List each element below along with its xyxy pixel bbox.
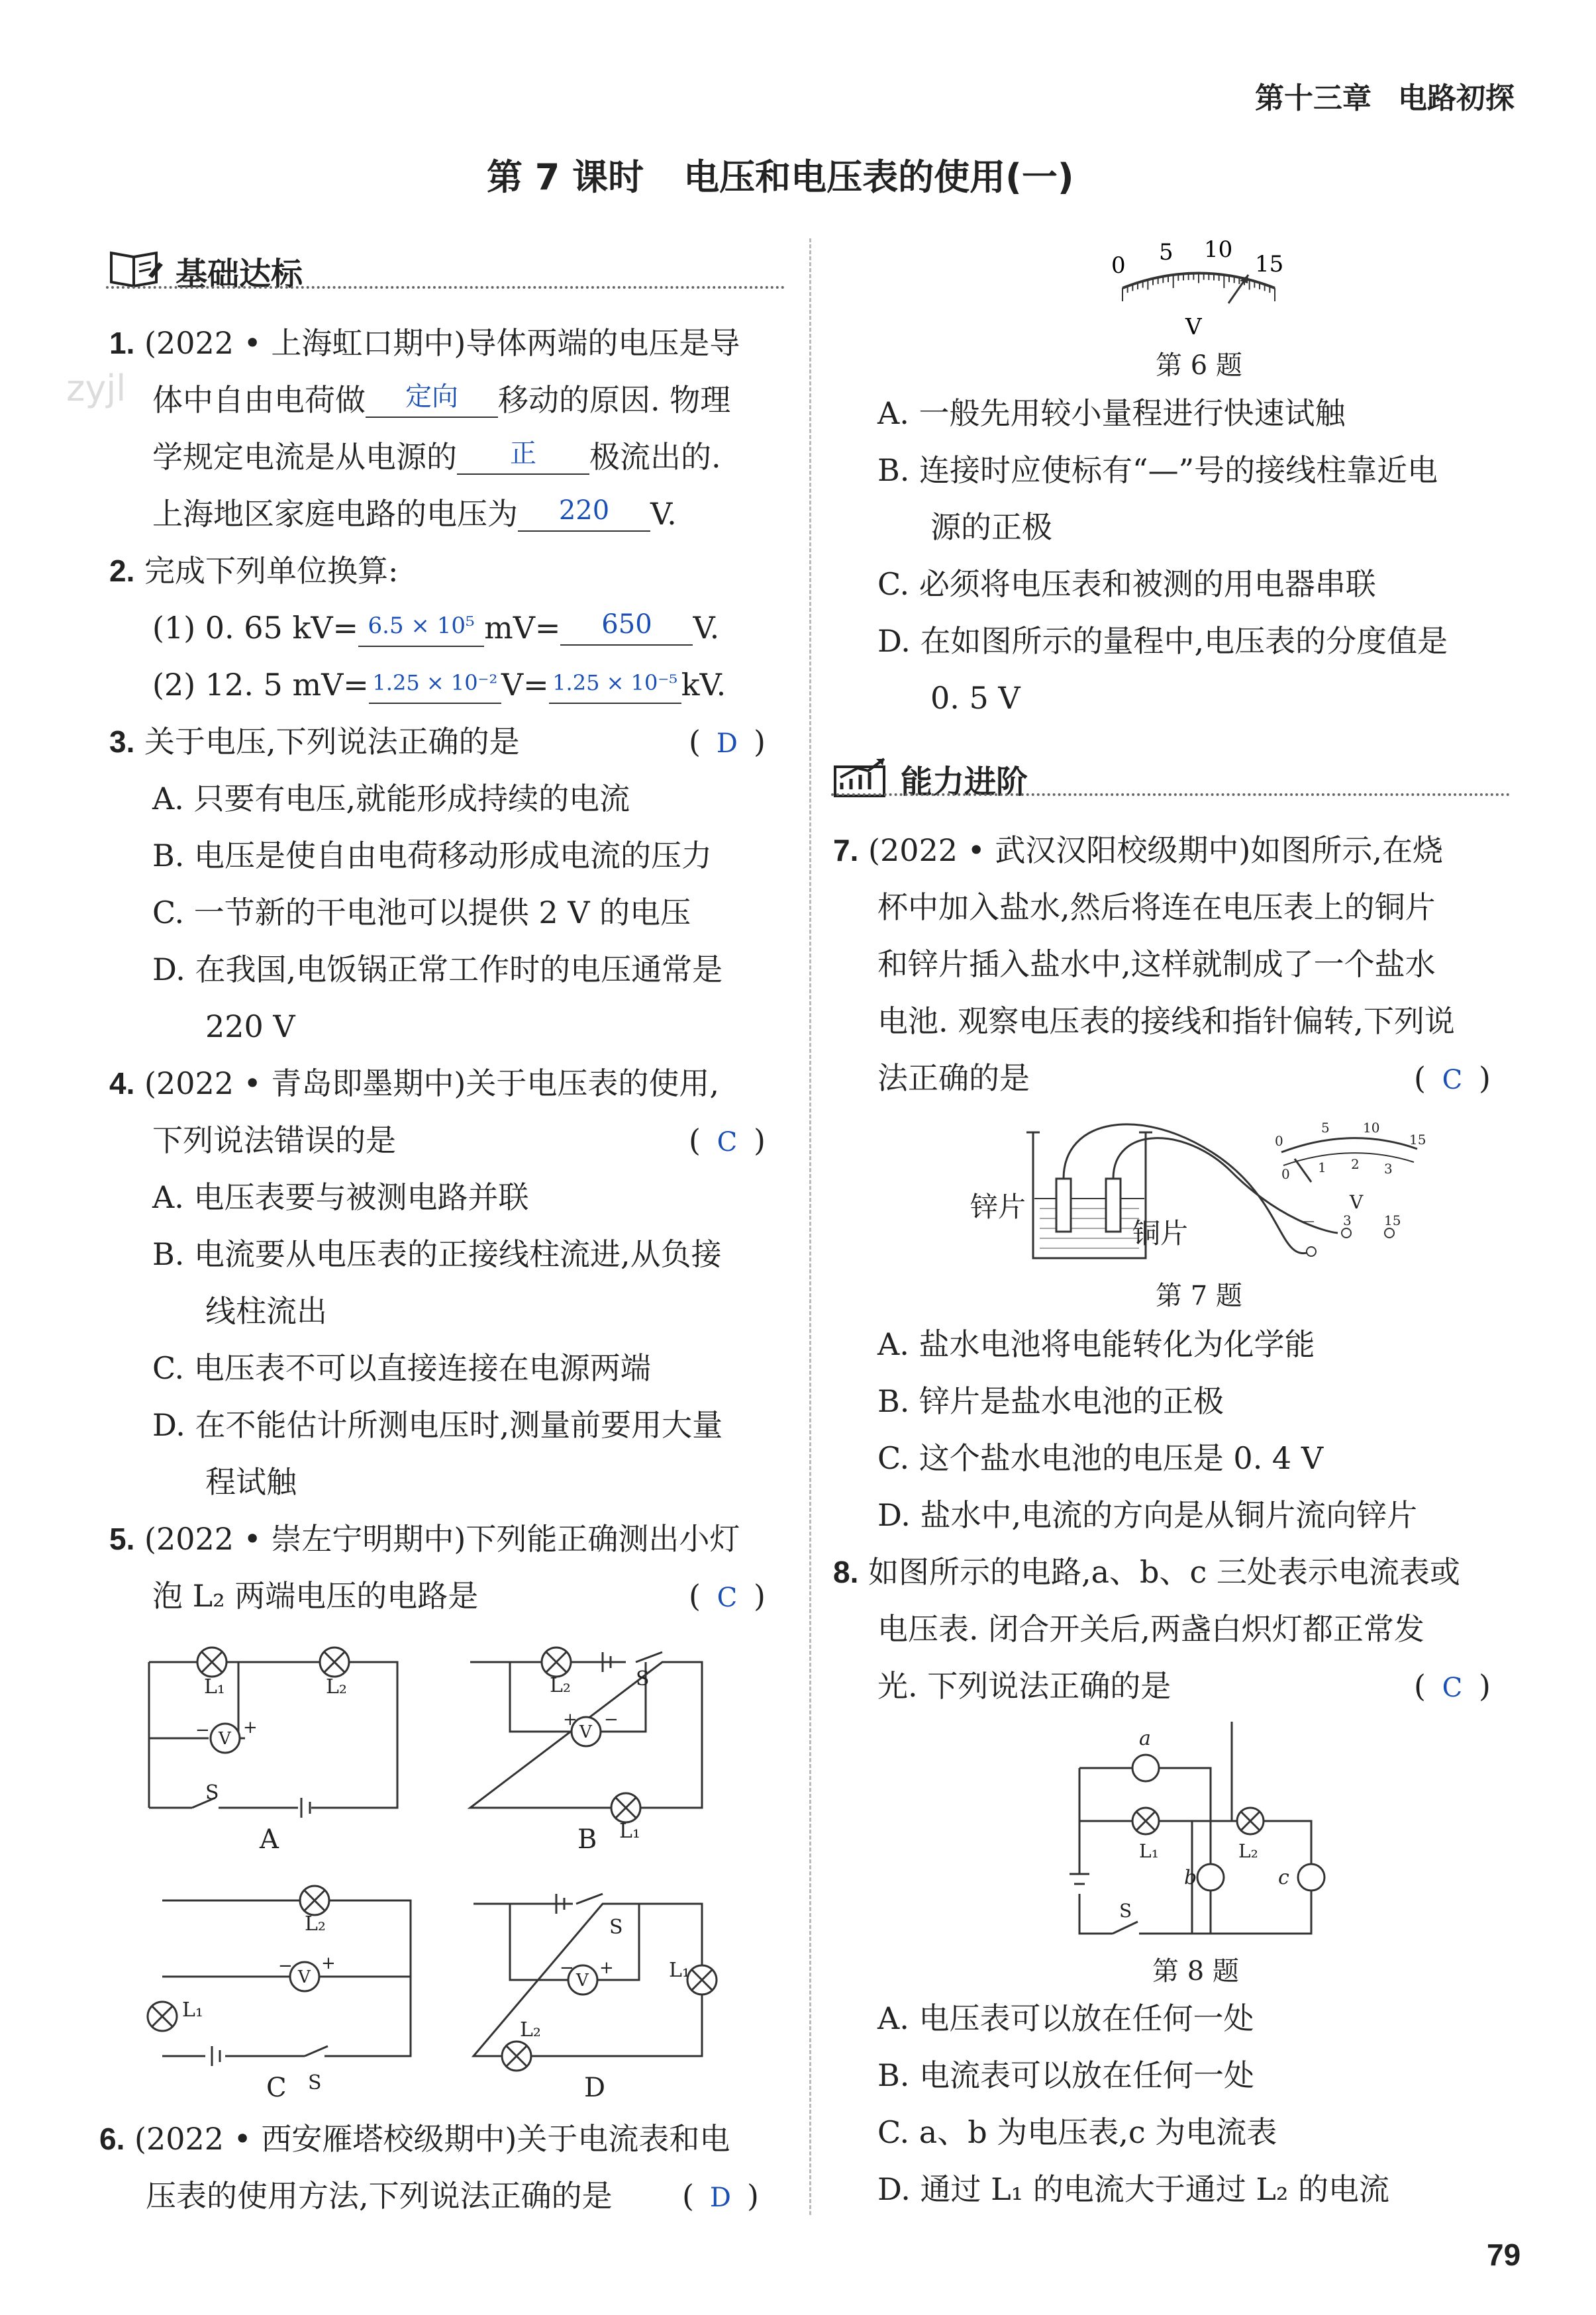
q1-text: (2022 • 上海虹口期中)导体两端的电压是导 bbox=[144, 325, 740, 361]
q5-stem2: 泡 L₂ 两端电压的电路是 bbox=[152, 1578, 479, 1614]
q4-answer-bracket: ( C ) bbox=[689, 1120, 766, 1162]
svg-text:L₁: L₁ bbox=[619, 1820, 640, 1843]
q1-text: 移动的原因. 物理 bbox=[498, 382, 731, 418]
svg-text:+: + bbox=[599, 1958, 614, 1978]
q8-label-c: c bbox=[1278, 1866, 1289, 1889]
q5-stem bbox=[109, 1519, 740, 1559]
q7-stem4: 电池. 观察电压表的接线和指针偏转,下列说 bbox=[877, 1003, 1455, 1039]
q1-line2 bbox=[152, 380, 730, 420]
q2-answer4: 1.25 × 10⁻⁵ bbox=[552, 670, 678, 695]
svg-text:S: S bbox=[609, 1916, 623, 1939]
q2-text: 完成下列单位换算: bbox=[144, 553, 399, 589]
q7-stem bbox=[833, 830, 1443, 870]
q5-circuits bbox=[132, 1632, 795, 2122]
q7-option-c: C. 这个盐水电池的电压是 0. 4 V bbox=[877, 1440, 1324, 1476]
page-title bbox=[487, 149, 1074, 200]
q2-stem bbox=[109, 551, 399, 591]
q2-blank1 bbox=[358, 613, 484, 647]
circuit-c bbox=[162, 1900, 411, 2066]
q6-answer-bracket: ( D ) bbox=[682, 2176, 759, 2218]
q8-label-l1: L₁ bbox=[1139, 1840, 1159, 1862]
svg-text:−: − bbox=[195, 1720, 210, 1740]
q2-text: (1) 0. 65 kV= bbox=[152, 610, 359, 646]
q8-option-d: D. 通过 L₁ 的电流大于通过 L₂ 的电流 bbox=[877, 2171, 1389, 2207]
q7-copper-label: 铜片 bbox=[1132, 1217, 1189, 1250]
q1-blank1 bbox=[366, 381, 498, 418]
q7-zinc-label: 锌片 bbox=[970, 1191, 1026, 1223]
q4-option-b: B. 电流要从电压表的正接线柱流进,从负接 bbox=[152, 1236, 722, 1272]
q8-option-c: C. a、b 为电压表,c 为电流表 bbox=[877, 2114, 1277, 2150]
q1-blank2 bbox=[457, 438, 589, 475]
q8-label-a: a bbox=[1139, 1727, 1151, 1750]
book-icon bbox=[106, 245, 166, 291]
q4-option-d-cont: 程试触 bbox=[205, 1464, 297, 1500]
q2-answer3: 1.25 × 10⁻² bbox=[372, 670, 498, 695]
lesson-name: 电压和电压表的使用(一) bbox=[683, 156, 1074, 198]
section-rule-advanced bbox=[831, 793, 1510, 796]
q4-stem bbox=[109, 1063, 719, 1103]
q3-stem bbox=[109, 722, 520, 762]
q1-text: 上海地区家庭电路的电压为 bbox=[152, 496, 518, 532]
q5-answer: C bbox=[717, 1583, 738, 1613]
q7-terminal-15: 15 bbox=[1384, 1212, 1401, 1228]
meter-label-0: 0 bbox=[1111, 252, 1126, 279]
chapter-header bbox=[1255, 74, 1515, 117]
q3-answer: D bbox=[716, 728, 738, 759]
q1-text: 体中自由电荷做 bbox=[152, 382, 366, 418]
q4-option-d: D. 在不能估计所测电压时,测量前要用大量 bbox=[152, 1407, 723, 1443]
q7-meter-10: 10 bbox=[1363, 1120, 1380, 1136]
q2-text: V. bbox=[693, 610, 720, 646]
meter-label-10: 10 bbox=[1204, 236, 1233, 263]
q8-text: 如图所示的电路,a、b、c 三处表示电流表或 bbox=[868, 1554, 1460, 1590]
q7-meter-small-3: 3 bbox=[1384, 1161, 1393, 1177]
q1-blank3 bbox=[518, 495, 650, 532]
svg-text:−: − bbox=[560, 1958, 574, 1978]
q7-terminal-neg: — bbox=[1301, 1212, 1315, 1228]
svg-text:L₁: L₁ bbox=[182, 1998, 203, 2022]
q2-number: 2. bbox=[109, 554, 135, 588]
q6-option-c: C. 必须将电压表和被测的用电器串联 bbox=[877, 566, 1376, 602]
q7-meter-5: 5 bbox=[1321, 1120, 1330, 1136]
meter-label-5: 5 bbox=[1159, 239, 1173, 266]
q7-stem5: 法正确的是 bbox=[877, 1060, 1030, 1096]
svg-text:V: V bbox=[219, 1729, 231, 1749]
circuit-a bbox=[149, 1662, 397, 1818]
q7-answer-bracket: ( C ) bbox=[1414, 1058, 1491, 1100]
q8-label-s: S bbox=[1119, 1900, 1132, 1922]
q4-text: (2022 • 青岛即墨期中)关于电压表的使用, bbox=[144, 1065, 719, 1101]
q1-answer3: 220 bbox=[558, 495, 610, 526]
q8-stem2: 电压表. 闭合开关后,两盏白炽灯都正常发 bbox=[877, 1611, 1424, 1647]
q7-stem3: 和锌片插入盐水中,这样就制成了一个盐水 bbox=[877, 946, 1436, 982]
q6-option-b: B. 连接时应使标有“—”号的接线柱靠近电 bbox=[877, 452, 1438, 488]
q6-answer: D bbox=[709, 2183, 731, 2213]
q6-option-d: D. 在如图所示的量程中,电压表的分度值是 bbox=[877, 623, 1448, 659]
q7-stem2: 杯中加入盐水,然后将连在电压表上的铜片 bbox=[877, 889, 1436, 925]
column-divider bbox=[809, 238, 811, 2215]
q8-stem bbox=[833, 1552, 1460, 1592]
q1-text: 极流出的. bbox=[589, 439, 721, 475]
q5-label-a: A bbox=[260, 1824, 279, 1855]
q7-figure-caption: 第 7 题 bbox=[1156, 1281, 1242, 1311]
q2-blank2 bbox=[560, 609, 693, 646]
q8-label-l2: L₂ bbox=[1238, 1840, 1258, 1862]
q7-meter-0: 0 bbox=[1275, 1133, 1283, 1149]
q3-option-a: A. 只要有电压,就能形成持续的电流 bbox=[152, 781, 630, 816]
q4-option-b-cont: 线柱流出 bbox=[205, 1293, 327, 1329]
meter-label-15: 15 bbox=[1255, 251, 1284, 277]
q1-line4 bbox=[152, 494, 677, 534]
q6-stem2: 压表的使用方法,下列说法正确的是 bbox=[146, 2178, 613, 2214]
q8-circuit bbox=[1060, 1722, 1338, 1960]
q6-option-a: A. 一般先用较小量程进行快速试触 bbox=[877, 395, 1346, 431]
svg-text:−: − bbox=[278, 1956, 293, 1976]
q1-answer1: 定向 bbox=[405, 381, 458, 412]
q6-stem bbox=[99, 2119, 730, 2159]
svg-text:L₂: L₂ bbox=[550, 1674, 571, 1697]
q4-stem2: 下列说法错误的是 bbox=[152, 1122, 396, 1158]
q7-number: 7. bbox=[833, 833, 859, 867]
svg-text:V: V bbox=[579, 1722, 592, 1742]
section-title-advanced: 能力进阶 bbox=[901, 763, 1028, 801]
q5-label-b: B bbox=[577, 1824, 597, 1855]
q7-answer: C bbox=[1442, 1065, 1463, 1095]
q7-meter-15: 15 bbox=[1409, 1132, 1426, 1148]
q5-label-c: C bbox=[266, 2073, 287, 2103]
q8-option-b: B. 电流表可以放在任何一处 bbox=[877, 2057, 1255, 2093]
lesson-number: 第 7 课时 bbox=[487, 156, 644, 198]
q7-option-b: B. 锌片是盐水电池的正极 bbox=[877, 1383, 1224, 1419]
q6-option-d-cont: 0. 5 V bbox=[930, 680, 1021, 716]
watermark: zyjl bbox=[66, 368, 126, 409]
q8-figure-caption: 第 8 题 bbox=[1152, 1956, 1239, 1987]
chapter-topic: 电路初探 bbox=[1398, 81, 1515, 115]
q7-terminal-3: 3 bbox=[1343, 1212, 1352, 1228]
q7-option-a: A. 盐水电池将电能转化为化学能 bbox=[877, 1326, 1315, 1362]
q6-meter-figure bbox=[1086, 225, 1311, 344]
q3-text: 关于电压,下列说法正确的是 bbox=[144, 724, 520, 760]
svg-text:S: S bbox=[308, 2071, 322, 2094]
q1-line1 bbox=[109, 323, 740, 363]
q7-meter-unit: V bbox=[1350, 1191, 1364, 1213]
q3-number: 3. bbox=[109, 724, 135, 759]
svg-text:L₂: L₂ bbox=[326, 1675, 347, 1699]
section-title-basic: 基础达标 bbox=[175, 256, 303, 293]
page-number: 79 bbox=[1487, 2238, 1521, 2272]
q6-figure-caption: 第 6 题 bbox=[1156, 350, 1242, 381]
section-rule-basic bbox=[106, 286, 785, 289]
q7-option-d: D. 盐水中,电流的方向是从铜片流向锌片 bbox=[877, 1497, 1418, 1533]
q7-meter-small-1: 1 bbox=[1318, 1159, 1326, 1175]
svg-text:V: V bbox=[576, 1971, 589, 1991]
svg-text:L₂: L₂ bbox=[520, 2018, 541, 2042]
svg-text:L₂: L₂ bbox=[305, 1912, 326, 1936]
q8-answer: C bbox=[1442, 1673, 1463, 1703]
q2-answer1: 6.5 × 10⁵ bbox=[368, 613, 475, 639]
q7-meter-small-2: 2 bbox=[1351, 1156, 1360, 1172]
q6-option-b-cont: 源的正极 bbox=[930, 509, 1052, 545]
q8-number: 8. bbox=[833, 1555, 859, 1589]
svg-text:+: + bbox=[243, 1718, 258, 1738]
q4-answer: C bbox=[717, 1127, 738, 1158]
q7-meter-small-0: 0 bbox=[1281, 1166, 1290, 1182]
q6-number: 6. bbox=[99, 2122, 125, 2156]
svg-text:−: − bbox=[604, 1710, 619, 1730]
q2-blank4 bbox=[549, 670, 681, 704]
q2-text: V= bbox=[501, 667, 549, 703]
q1-answer2: 正 bbox=[510, 438, 536, 469]
q5-answer-bracket: ( C ) bbox=[689, 1576, 766, 1618]
chapter-label: 第十三章 bbox=[1255, 81, 1372, 115]
q8-option-a: A. 电压表可以放在任何一处 bbox=[877, 2000, 1254, 2036]
svg-text:+: + bbox=[563, 1710, 577, 1730]
q5-label-d: D bbox=[584, 2073, 606, 2103]
q7-figure bbox=[967, 1112, 1470, 1271]
q2-part2 bbox=[152, 665, 726, 705]
q5-number: 5. bbox=[109, 1522, 135, 1556]
q2-blank3 bbox=[369, 670, 501, 704]
q1-line3 bbox=[152, 437, 721, 477]
q8-stem3: 光. 下列说法正确的是 bbox=[877, 1668, 1172, 1704]
q4-number: 4. bbox=[109, 1066, 135, 1101]
q2-part1 bbox=[152, 608, 719, 648]
q3-option-d-cont: 220 V bbox=[205, 1009, 295, 1044]
q3-option-c: C. 一节新的干电池可以提供 2 V 的电压 bbox=[152, 895, 691, 930]
q2-answer2: 650 bbox=[601, 609, 652, 640]
q3-option-d: D. 在我国,电饭锅正常工作时的电压通常是 bbox=[152, 952, 723, 987]
q2-text: mV= bbox=[484, 610, 561, 646]
label-l1: L₁ bbox=[204, 1675, 225, 1699]
q2-text: kV. bbox=[681, 667, 726, 703]
svg-text:L₁: L₁ bbox=[669, 1959, 690, 1982]
meter-unit: V bbox=[1185, 314, 1202, 340]
q1-number: 1. bbox=[109, 326, 135, 360]
q3-option-b: B. 电压是使自由电荷移动形成电流的压力 bbox=[152, 838, 713, 873]
q2-text: (2) 12. 5 mV= bbox=[152, 667, 369, 703]
q8-label-b: b bbox=[1184, 1866, 1197, 1889]
svg-text:S: S bbox=[636, 1667, 650, 1691]
svg-text:S: S bbox=[205, 1781, 219, 1804]
q1-text: V. bbox=[650, 496, 677, 532]
q8-answer-bracket: ( C ) bbox=[1414, 1666, 1491, 1708]
svg-text:V: V bbox=[298, 1967, 311, 1987]
q4-option-a: A. 电压表要与被测电路并联 bbox=[152, 1179, 529, 1215]
svg-text:+: + bbox=[321, 1953, 336, 1973]
q6-text: (2022 • 西安雁塔校级期中)关于电流表和电 bbox=[134, 2121, 730, 2157]
q7-text: (2022 • 武汉汉阳校级期中)如图所示,在烧 bbox=[868, 832, 1443, 868]
q5-text: (2022 • 崇左宁明期中)下列能正确测出小灯 bbox=[144, 1521, 740, 1557]
q3-answer-bracket: ( D ) bbox=[689, 722, 766, 763]
q4-option-c: C. 电压表不可以直接连接在电源两端 bbox=[152, 1350, 651, 1386]
q1-text: 学规定电流是从电源的 bbox=[152, 439, 457, 475]
